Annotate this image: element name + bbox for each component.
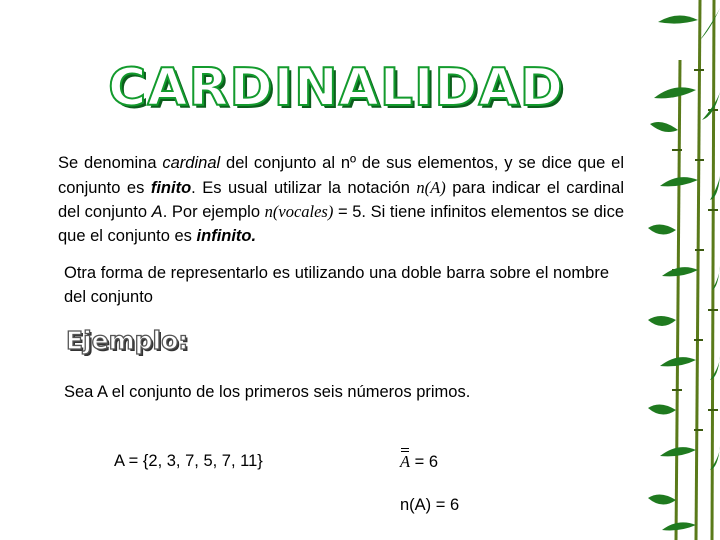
term-cardinal: cardinal [162,154,221,172]
example-heading: Ejemplo: [66,326,189,355]
definition-paragraph: Se denomina cardinal del conjunto al nº de sus elementos, y se dice que el conjunto es finito. Es usual utilizar la notación n(A) para indicar el cardinal del conjunto A. Por ejemplo n(vocales) = 5. Si tiene infinitos elementos se dice que el conjunto es infinito. [58,154,624,245]
notation-nvocales: n(vocales) [264,202,334,221]
page-title: CARDINALIDAD [108,58,564,118]
term-infinito: infinito. [196,226,257,245]
example-text: Sea A el conjunto de los primeros seis números primos. [64,383,471,401]
double-bar-expression: A = 6 [400,452,439,471]
term-finito: finito [150,178,192,197]
notation-nA: n(A) [416,177,446,197]
set-expression: A = {2, 3, 7, 5, 7, 11} [114,452,263,470]
bamboo-decoration-icon [648,0,720,540]
double-bar-paragraph: Otra forma de representarlo es utilizando una doble barra sobre el nombre del conjunto [64,264,609,306]
double-bar-letter: A [400,452,411,471]
cardinal-expression: n(A) = 6 [400,496,460,514]
